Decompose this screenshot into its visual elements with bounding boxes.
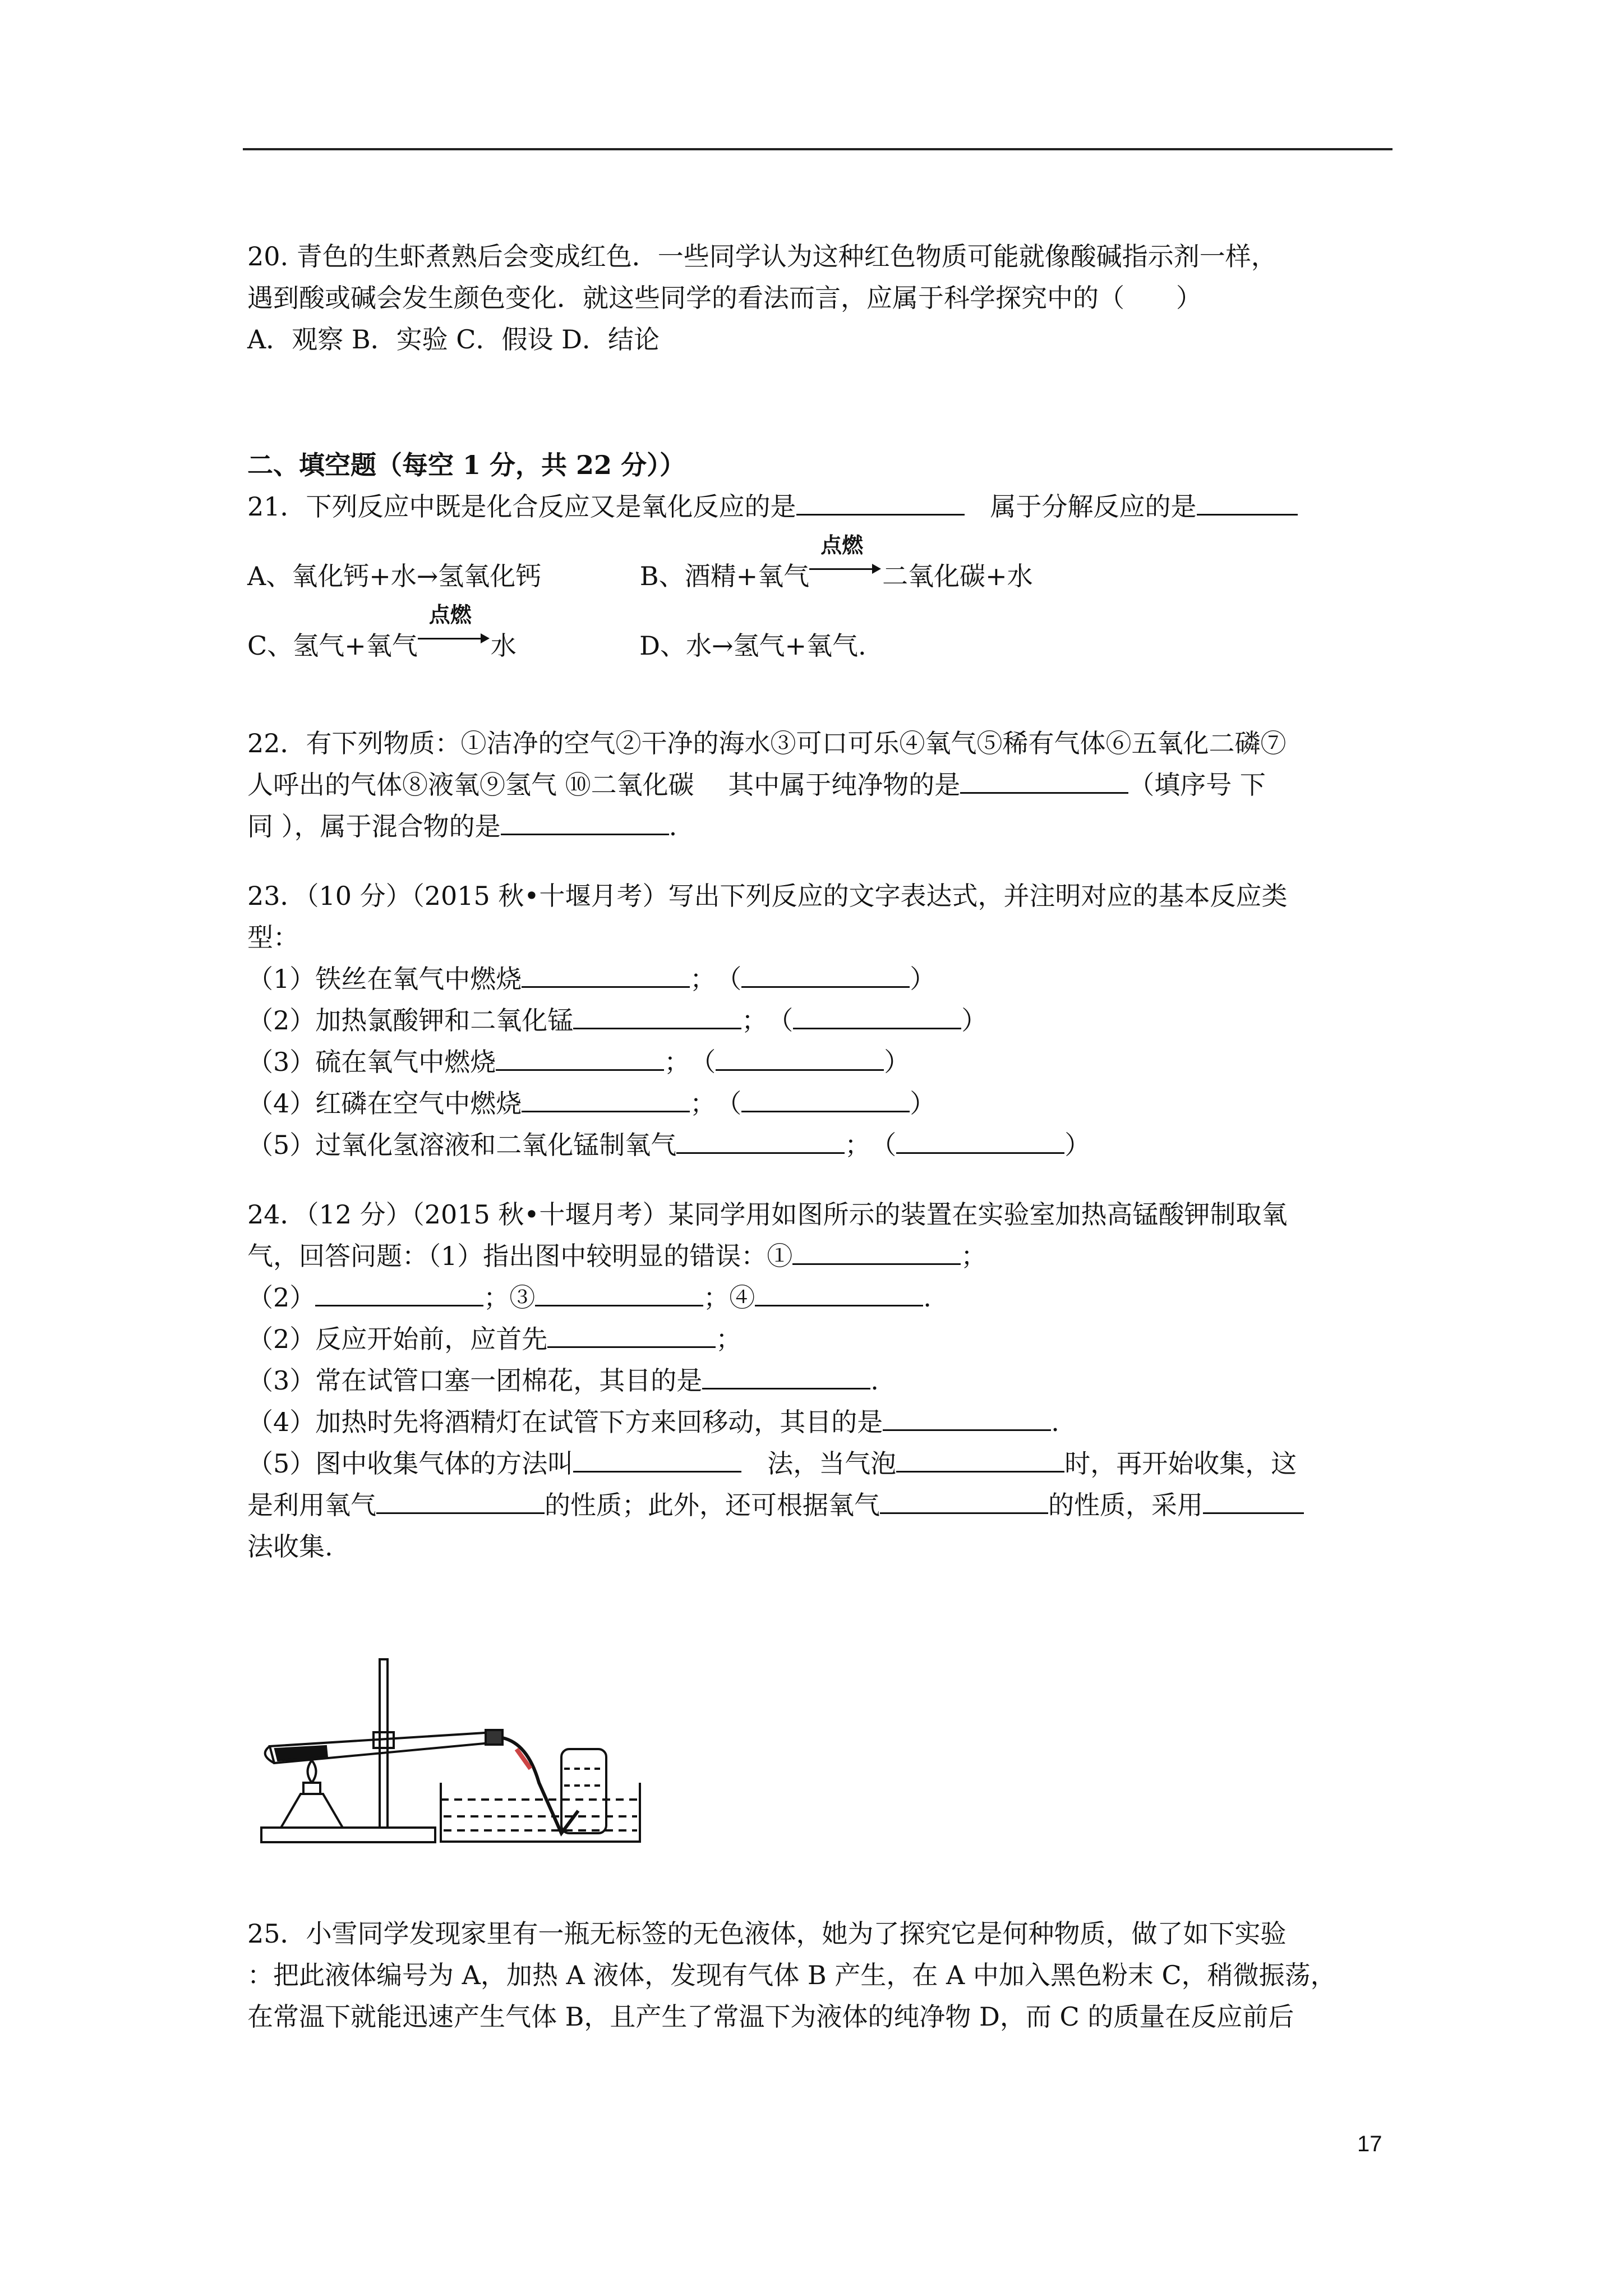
arrow-label-c: 点燃 bbox=[428, 602, 472, 627]
question-21 bbox=[247, 486, 1391, 666]
q23-close: ） bbox=[910, 964, 936, 994]
q22-blank-2[interactable] bbox=[501, 808, 669, 835]
q20-line1: 20. 青色的生虾煮熟后会变成红色．一些同学认为这种红色物质可能就像酸碱指示剂一样， bbox=[247, 241, 1277, 272]
q22-line2a: 人呼出的气体⑧液氧⑨氢气 ⑩二氧化碳 其中属于纯净物的是 bbox=[247, 770, 961, 800]
apparatus-svg bbox=[247, 1648, 651, 1861]
q24-blank-5d[interactable] bbox=[880, 1487, 1048, 1514]
stand-rod bbox=[380, 1659, 388, 1828]
q22-line3a: 同 ），属于混合物的是 bbox=[247, 811, 501, 841]
page-number: 17 bbox=[1357, 2132, 1382, 2156]
q23-line2: 型： bbox=[247, 922, 299, 953]
q24-line7b: 法，当气泡 bbox=[741, 1448, 897, 1479]
apparatus-figure bbox=[247, 1648, 651, 1861]
question-22 bbox=[247, 723, 1391, 847]
q25-line2: ：把此液体编号为 A，加热 A 液体，发现有气体 B 产生，在 A 中加入黑色粉末 C，稍微振荡， bbox=[247, 1960, 1336, 1990]
q24-line7a: （5）图中收集气体的方法叫 bbox=[247, 1448, 574, 1479]
q23-blank-4a[interactable] bbox=[522, 1085, 690, 1112]
q23-item-4: （4）红磷在空气中燃烧 bbox=[247, 1088, 522, 1119]
q22-line2b: （填序号 下 bbox=[1128, 770, 1266, 800]
q21-option-b-post: 二氧化碳+水 bbox=[882, 561, 1033, 591]
header-rule bbox=[243, 148, 1393, 150]
q21-blank-2[interactable] bbox=[1197, 488, 1298, 516]
q23-blank-4b[interactable] bbox=[741, 1085, 910, 1112]
arrow-head-icon bbox=[872, 564, 881, 574]
q24-line2a: 气，回答问题：（1）指出图中较明显的错误：① bbox=[247, 1241, 793, 1271]
q23-blank-5b[interactable] bbox=[896, 1126, 1064, 1154]
q21-option-c-post: 水 bbox=[490, 631, 517, 661]
q23-item-5: （5）过氧化氢溶液和二氧化锰制氧气 bbox=[247, 1130, 677, 1160]
q24-line3d: . bbox=[923, 1282, 932, 1313]
q23-sep: ； （ bbox=[664, 1047, 716, 1077]
q23-close: ） bbox=[1064, 1130, 1091, 1160]
arrow-label-b: 点燃 bbox=[820, 533, 864, 558]
water-trough bbox=[441, 1783, 640, 1842]
q23-blank-1a[interactable] bbox=[522, 960, 690, 988]
q23-sep: ； （ bbox=[845, 1130, 897, 1160]
flame bbox=[308, 1760, 316, 1783]
q23-blank-3b[interactable] bbox=[716, 1043, 884, 1071]
lamp-neck bbox=[303, 1783, 320, 1794]
q24-line6b: . bbox=[1051, 1407, 1059, 1437]
section-2-title: 二、填空题（每空 1 分，共 22 分）） bbox=[247, 450, 686, 480]
question-25 bbox=[247, 1913, 1391, 2037]
q24-blank-4[interactable] bbox=[883, 1404, 1051, 1431]
collection-bottle bbox=[561, 1749, 606, 1833]
stopper bbox=[486, 1730, 502, 1745]
q24-line5a: （3）常在试管口塞一团棉花，其目的是 bbox=[247, 1365, 703, 1396]
q24-line8a: 是利用氧气 bbox=[247, 1490, 376, 1520]
q25-line1: 25．小雪同学发现家里有一瓶无标签的无色液体，她为了探究它是何种物质，做了如下实验 bbox=[247, 1918, 1287, 1949]
q21-option-a: A、氧化钙+水→氢氧化钙 bbox=[247, 561, 542, 591]
q23-close: ） bbox=[884, 1047, 910, 1077]
q24-line4b: ； bbox=[716, 1324, 742, 1354]
q24-line9: 法收集. bbox=[247, 1531, 333, 1562]
q24-blank-5a[interactable] bbox=[573, 1445, 741, 1473]
q24-blank-3[interactable] bbox=[702, 1362, 870, 1389]
ignite-arrow-c bbox=[418, 602, 491, 655]
q23-item-3: （3）硫在氧气中燃烧 bbox=[247, 1047, 496, 1077]
q23-close: ） bbox=[961, 1005, 988, 1036]
q23-item-1: （1）铁丝在氧气中燃烧 bbox=[247, 964, 522, 994]
q23-blank-1b[interactable] bbox=[741, 960, 910, 988]
page-content bbox=[247, 236, 1391, 1567]
q23-blank-3a[interactable] bbox=[496, 1043, 664, 1071]
q24-line5b: . bbox=[870, 1365, 879, 1396]
q21-option-d: D、水→氢气+氧气. bbox=[639, 631, 866, 661]
q24-blank-err3[interactable] bbox=[535, 1279, 703, 1306]
q23-line1: 23．（10 分）（2015 秋•十堰月考）写出下列反应的文字表达式，并注明对应的基本反应类 bbox=[247, 881, 1288, 911]
question-24 bbox=[247, 1194, 1391, 1567]
q24-line1: 24．（12 分）（2015 秋•十堰月考）某同学用如图所示的装置在实验室加热高锰酸钾制取氧 bbox=[247, 1199, 1288, 1230]
q24-blank-5b[interactable] bbox=[896, 1445, 1064, 1473]
q24-blank-err1[interactable] bbox=[792, 1237, 961, 1265]
q24-blank-err2[interactable] bbox=[315, 1279, 483, 1306]
question-20 bbox=[247, 236, 1391, 360]
q20-line2: 遇到酸或碱会发生颜色变化．就这些同学的看法而言，应属于科学探究中的（ ） bbox=[247, 283, 1202, 313]
q23-sep: ； （ bbox=[741, 1005, 794, 1036]
q24-line7c: 时，再开始收集，这 bbox=[1064, 1448, 1297, 1479]
q24-line3c: ；④ bbox=[703, 1282, 755, 1313]
q21-option-c-pre: C、氢气+氧气 bbox=[247, 631, 418, 661]
q23-sep: ； （ bbox=[690, 1088, 742, 1119]
q24-line3a: （2） bbox=[247, 1282, 316, 1313]
q23-blank-2b[interactable] bbox=[793, 1002, 961, 1029]
q21-stem-a: 21．下列反应中既是化合反应又是氧化反应的是 bbox=[247, 491, 796, 522]
q22-line1: 22．有下列物质：①洁净的空气②干净的海水③可口可乐④氧气⑤稀有气体⑥五氧化二磷⑦ bbox=[247, 728, 1287, 758]
q24-blank-5c[interactable] bbox=[376, 1487, 545, 1514]
q24-blank-err4[interactable] bbox=[755, 1279, 923, 1306]
q24-line6a: （4）加热时先将酒精灯在试管下方来回移动，其目的是 bbox=[247, 1407, 883, 1437]
q24-blank-2[interactable] bbox=[547, 1320, 716, 1348]
q24-line8b: 的性质；此外，还可根据氧气 bbox=[545, 1490, 880, 1520]
q24-blank-5e[interactable] bbox=[1203, 1487, 1304, 1514]
ignite-arrow-b bbox=[809, 533, 882, 585]
q24-line4a: （2）反应开始前，应首先 bbox=[247, 1324, 548, 1354]
alcohol-lamp bbox=[281, 1794, 343, 1828]
question-23 bbox=[247, 875, 1391, 1166]
tube-solid bbox=[275, 1746, 327, 1760]
q22-blank-1[interactable] bbox=[960, 766, 1128, 794]
q20-options: A．观察 B．实验 C．假设 D．结论 bbox=[247, 324, 660, 355]
q25-line3: 在常温下就能迅速产生气体 B，且产生了常温下为液体的纯净物 D，而 C 的质量在反应前后 bbox=[247, 2001, 1294, 2032]
q24-line3b: ；③ bbox=[483, 1282, 536, 1313]
q23-close: ） bbox=[910, 1088, 936, 1119]
q23-blank-2a[interactable] bbox=[573, 1002, 741, 1029]
q21-blank-1[interactable] bbox=[796, 488, 965, 516]
arrow-head-icon bbox=[481, 633, 490, 643]
q22-line3b: . bbox=[668, 811, 677, 841]
q23-blank-5a[interactable] bbox=[676, 1126, 845, 1154]
q23-sep: ； （ bbox=[690, 964, 742, 994]
q24-line2b: ； bbox=[961, 1241, 987, 1271]
q24-line8c: 的性质，采用 bbox=[1048, 1490, 1203, 1520]
q21-option-b-pre: B、酒精+氧气 bbox=[639, 561, 810, 591]
stand-base bbox=[261, 1828, 435, 1842]
q21-stem-b: 属于分解反应的是 bbox=[964, 491, 1197, 522]
q23-item-2: （2）加热氯酸钾和二氧化锰 bbox=[247, 1005, 574, 1036]
